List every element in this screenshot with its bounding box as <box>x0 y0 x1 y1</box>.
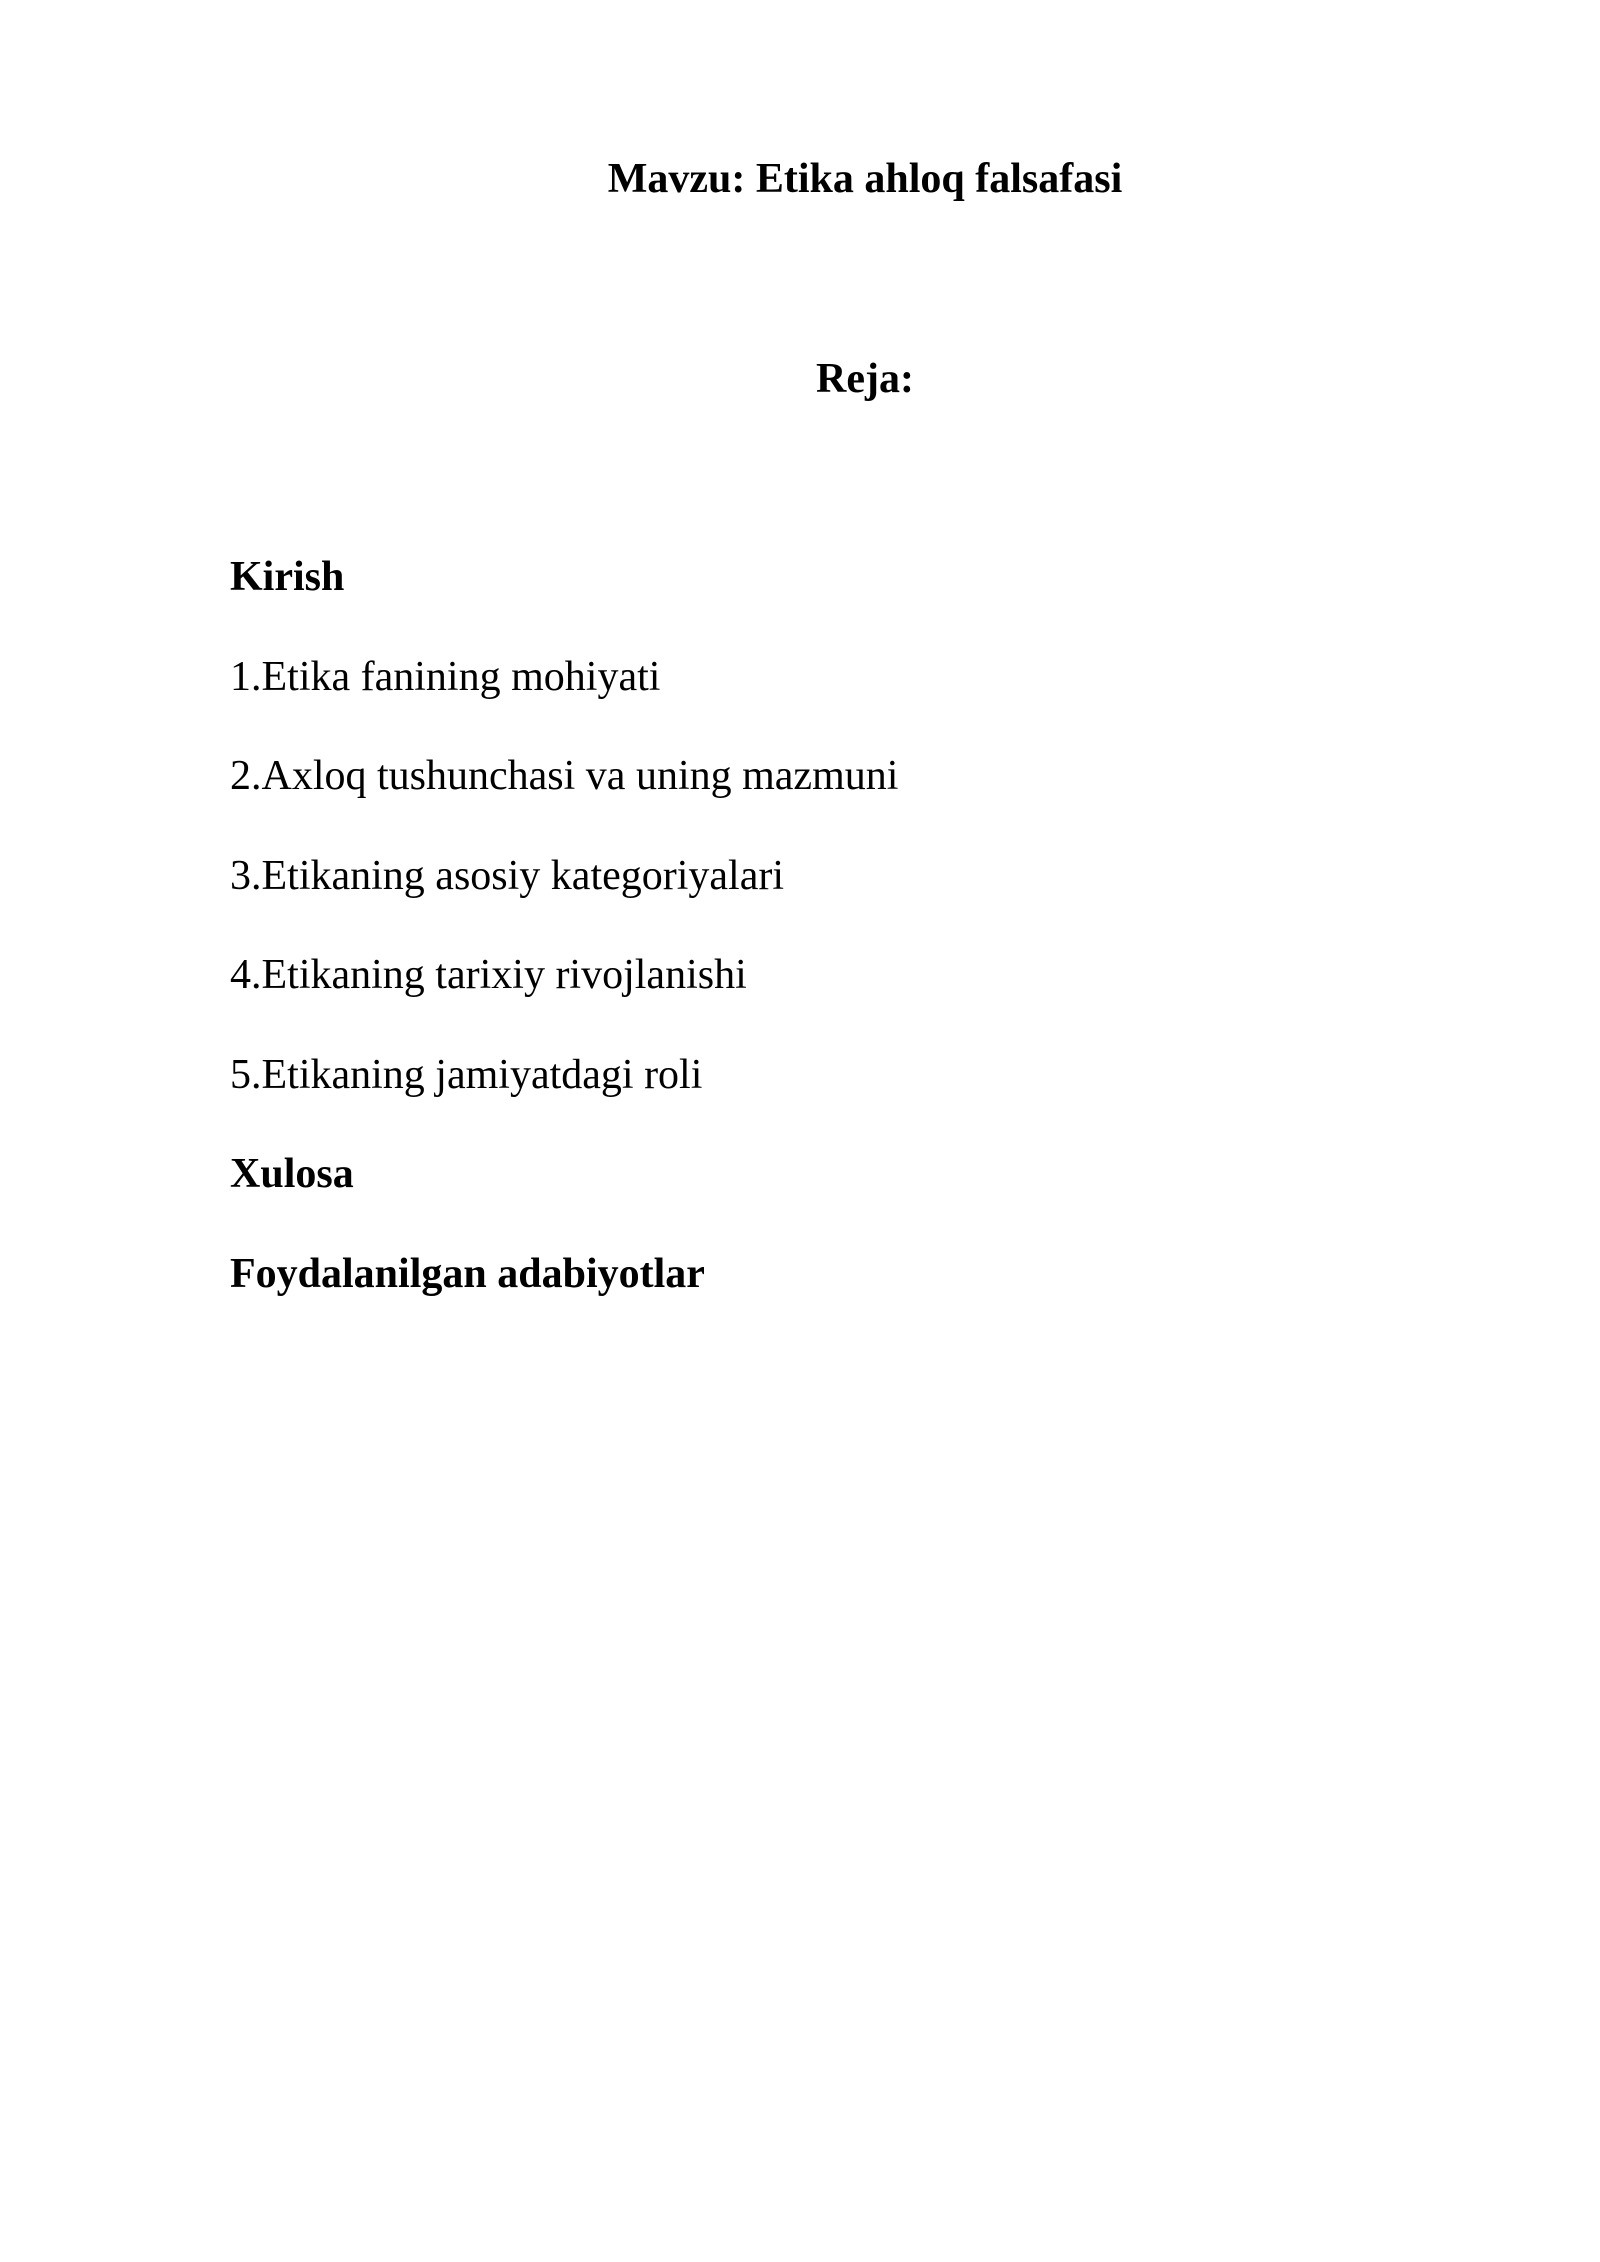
plan-item-references: Foydalanilgan adabiyotlar <box>230 1250 705 1297</box>
plan-item-introduction: Kirish <box>230 554 345 600</box>
document-title: Mavzu: Etika ahloq falsafasi <box>607 156 1123 202</box>
plan-list <box>230 548 1430 1344</box>
plan-item-3: 3.Etikaning asosiy kategoriyalari <box>230 852 785 899</box>
plan-item-4: 4.Etikaning tarixiy rivojlanishi <box>230 952 747 998</box>
plan-heading: Reja: <box>816 356 914 402</box>
plan-item-conclusion: Xulosa <box>230 1151 354 1197</box>
plan-item-5: 5.Etikaning jamiyatdagi roli <box>230 1051 703 1098</box>
plan-item-2: 2.Axloq tushunchasi va uning mazmuni <box>230 753 899 799</box>
plan-item-1: 1.Etika fanining mohiyati <box>230 653 661 700</box>
